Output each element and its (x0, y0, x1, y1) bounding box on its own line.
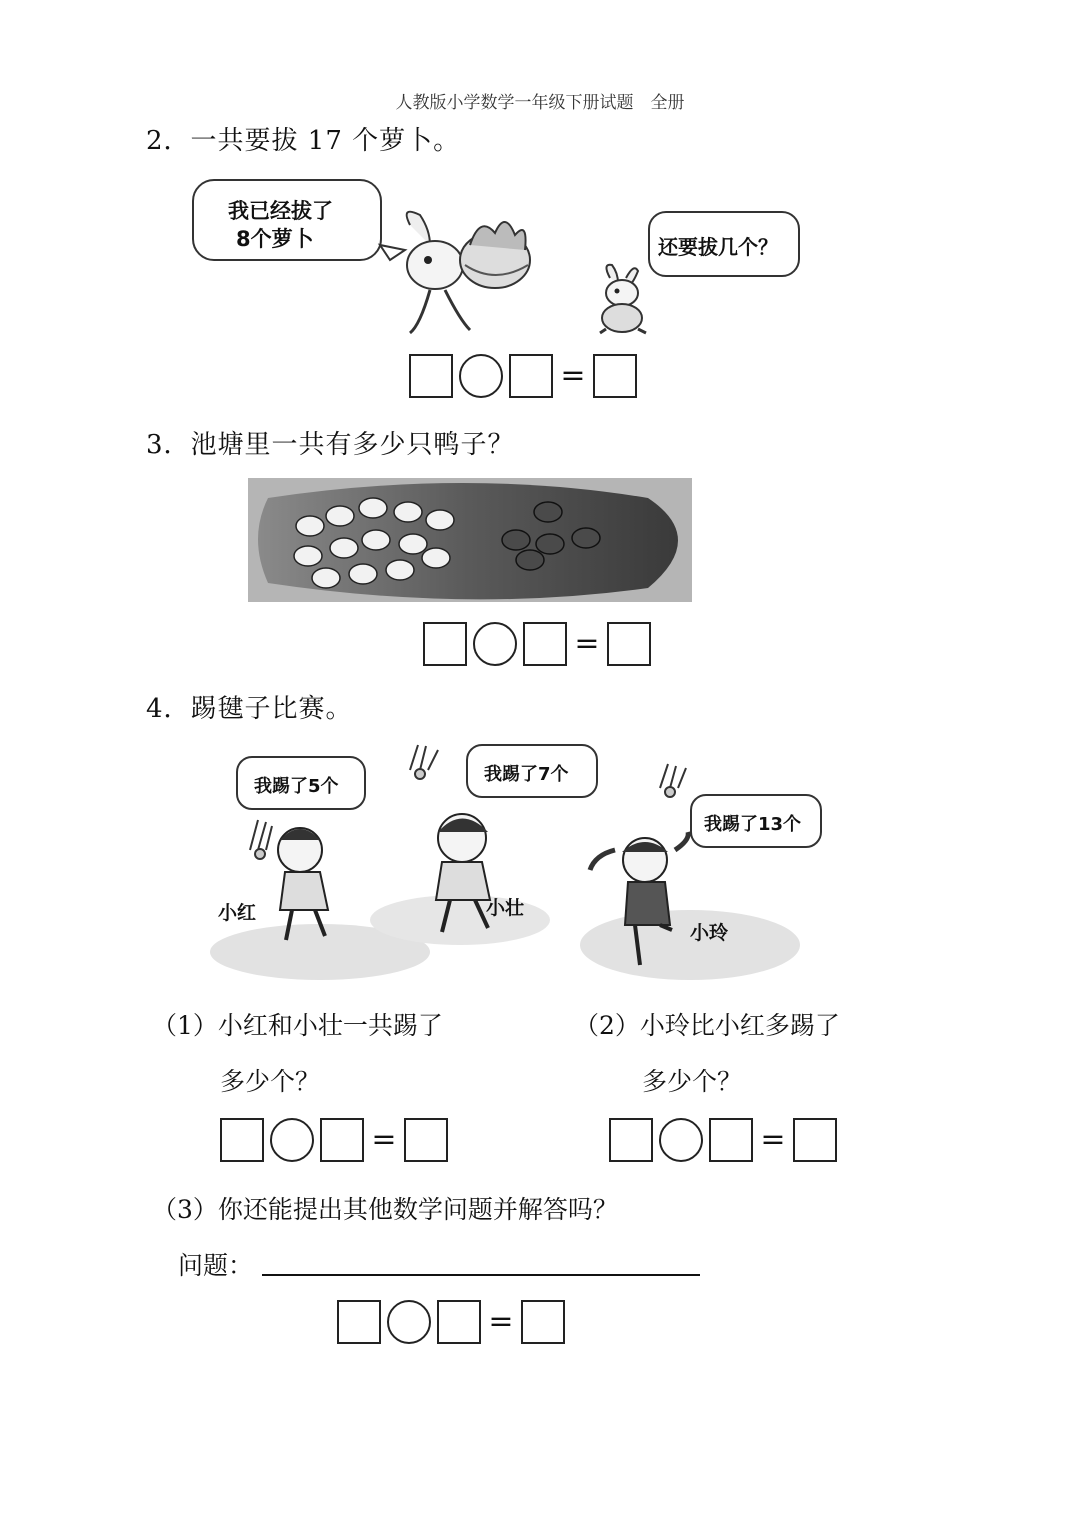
speech-bubble-right: 还要拔几个？ (648, 211, 800, 277)
subquestion-3: （3）你还能提出其他数学问题并解答吗？ (152, 1195, 618, 1224)
speech-bubble-xiaohong: 我踢了5个 (236, 756, 366, 810)
answer-equation-sub3 (337, 1300, 565, 1344)
subquestion-2-line1: （2）小玲比小红多踢了 (574, 1011, 840, 1040)
answer-box[interactable] (337, 1300, 381, 1344)
answer-equation-sub1 (220, 1118, 448, 1162)
answer-equation-q3 (423, 622, 651, 666)
small-rabbit-drawing (590, 263, 660, 335)
answer-box[interactable] (509, 354, 553, 398)
question-2-title: 2．一共要拔 17 个萝卜。 (146, 126, 461, 156)
subquestion-2-line2: 多少个？ (642, 1067, 743, 1096)
bubble-left-line1: 我已经拔了 (228, 199, 333, 223)
operator-circle[interactable] (270, 1118, 314, 1162)
equals-sign: = (760, 1122, 786, 1157)
answer-box[interactable] (409, 354, 453, 398)
subquestion-1-line2: 多少个？ (220, 1067, 321, 1096)
subquestion-1-line1: （1）小红和小壮一共踢了 (152, 1011, 443, 1040)
equals-sign: = (560, 358, 586, 393)
answer-box[interactable] (437, 1300, 481, 1344)
result-box[interactable] (607, 622, 651, 666)
rabbit-with-basket-drawing (370, 205, 550, 335)
speech-bubble-left (192, 179, 382, 261)
result-box[interactable] (593, 354, 637, 398)
duck-pond-image (248, 478, 692, 602)
result-box[interactable] (793, 1118, 837, 1162)
equals-sign: = (371, 1122, 397, 1157)
equals-sign: = (488, 1304, 514, 1339)
answer-equation-q2 (409, 354, 637, 398)
operator-circle[interactable] (659, 1118, 703, 1162)
bubble-left-line2: 8个萝卜 (236, 227, 314, 251)
equals-sign: = (574, 626, 600, 661)
operator-circle[interactable] (387, 1300, 431, 1344)
operator-circle[interactable] (459, 354, 503, 398)
name-label-xiaohong: 小红 (218, 902, 257, 924)
question-4-title: 4．踢毽子比赛。 (146, 694, 353, 724)
result-box[interactable] (521, 1300, 565, 1344)
question-3-title: 3．池塘里一共有多少只鸭子？ (146, 430, 515, 460)
question-answer-line[interactable] (262, 1274, 700, 1276)
speech-bubble-xiaozhuang: 我踢了7个 (466, 744, 598, 798)
question-label: 问题： (178, 1251, 254, 1280)
answer-box[interactable] (423, 622, 467, 666)
answer-box[interactable] (320, 1118, 364, 1162)
speech-bubble-xiaoling: 我踢了13个 (690, 794, 822, 848)
answer-box[interactable] (609, 1118, 653, 1162)
name-label-xiaozhuang: 小壮 (486, 897, 525, 919)
operator-circle[interactable] (473, 622, 517, 666)
page-header: 人教版小学数学一年级下册试题 全册 (395, 93, 685, 113)
name-label-xiaoling: 小玲 (690, 922, 729, 944)
answer-equation-sub2 (609, 1118, 837, 1162)
result-box[interactable] (404, 1118, 448, 1162)
answer-box[interactable] (220, 1118, 264, 1162)
shuttlecock-illustration (210, 740, 850, 985)
radish-illustration (190, 175, 810, 335)
answer-box[interactable] (523, 622, 567, 666)
answer-box[interactable] (709, 1118, 753, 1162)
